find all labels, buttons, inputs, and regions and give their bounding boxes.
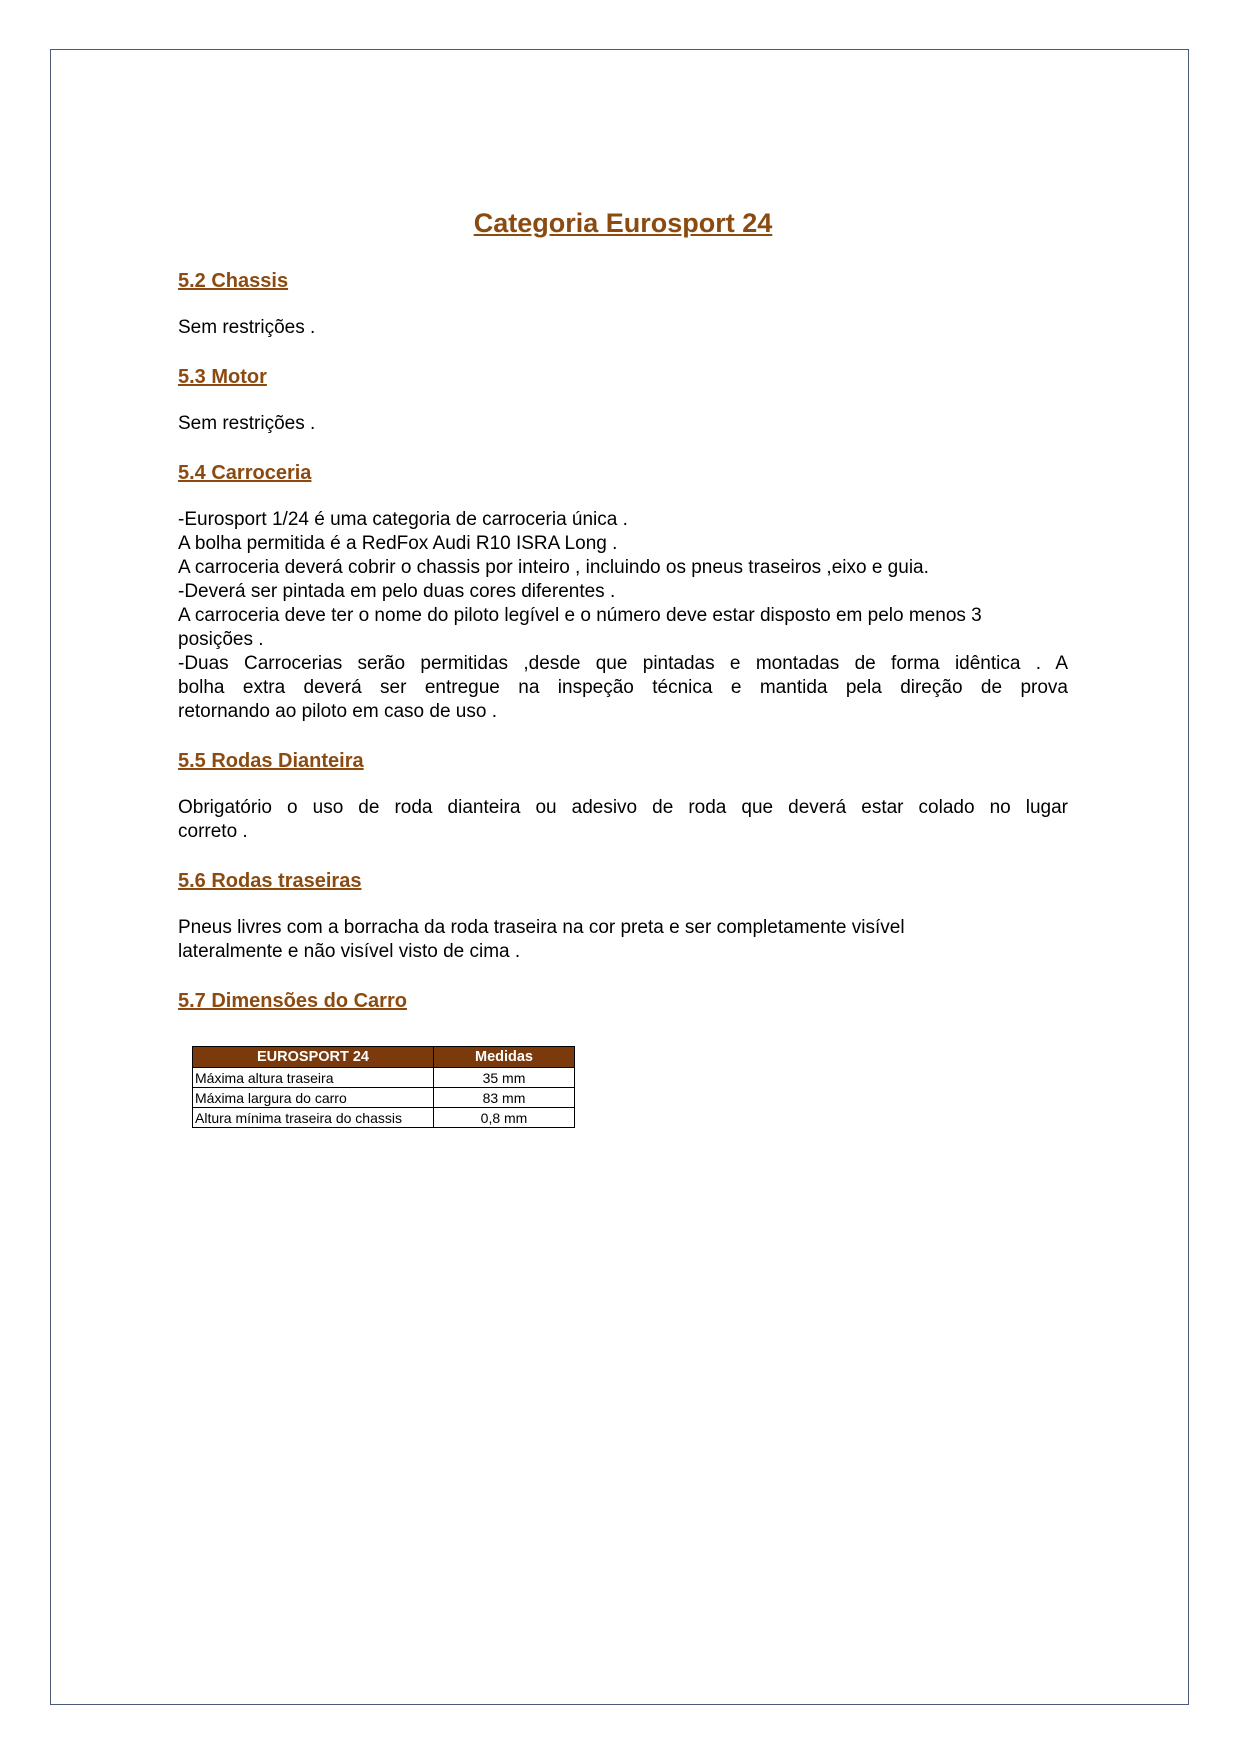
section-heading-motor: 5.3 Motor <box>178 366 267 388</box>
section-text-chassis: Sem restrições . <box>178 317 316 338</box>
section-text-motor: Sem restrições . <box>178 413 316 434</box>
page-title: Categoria Eurosport 24 <box>473 208 773 238</box>
table-row <box>193 1088 575 1108</box>
text-line: retornando ao piloto em caso de uso . <box>178 701 497 722</box>
dimensions-table <box>192 1046 575 1128</box>
text-line: A bolha permitida é a RedFox Audi R10 ISRA Long . <box>178 533 618 554</box>
section-text-rodas-dianteira <box>178 796 1068 844</box>
text-line: A carroceria deverá cobrir o chassis por inteiro , incluindo os pneus traseiros ,eixo e guia. <box>178 557 929 578</box>
table-row <box>193 1068 575 1088</box>
section-heading-rodas-traseiras: 5.6 Rodas traseiras <box>178 870 362 892</box>
table-cell-value: 0,8 mm <box>434 1108 575 1128</box>
table-header-category: EUROSPORT 24 <box>193 1047 434 1068</box>
table-cell-value: 83 mm <box>434 1088 575 1108</box>
text-line: lateralmente e não visível visto de cima . <box>178 941 521 962</box>
text-line: Obrigatório o uso de roda dianteira ou adesivo de roda que deverá estar colado no lugar <box>178 797 1068 818</box>
table-header-row <box>193 1047 575 1068</box>
section-text-rodas-traseiras <box>178 916 1068 964</box>
section-heading-carroceria: 5.4 Carroceria <box>178 462 312 484</box>
table-cell-value: 35 mm <box>434 1068 575 1088</box>
document-body <box>178 205 1068 1128</box>
table-header-medidas: Medidas <box>434 1047 575 1068</box>
text-line: posições . <box>178 629 264 650</box>
text-line: A carroceria deve ter o nome do piloto legível e o número deve estar disposto em pelo menos 3 <box>178 605 982 626</box>
text-line: -Eurosport 1/24 é uma categoria de carroceria única . <box>178 509 628 530</box>
text-line: bolha extra deverá ser entregue na inspeção técnica e mantida pela direção de prova <box>178 677 1068 698</box>
table-row <box>193 1108 575 1128</box>
text-line: -Deverá ser pintada em pelo duas cores diferentes . <box>178 581 616 602</box>
text-line: -Duas Carrocerias serão permitidas ,desde que pintadas e montadas de forma idêntica . A <box>178 653 1068 674</box>
section-heading-rodas-dianteira: 5.5 Rodas Dianteira <box>178 750 364 772</box>
table-cell-label: Máxima largura do carro <box>193 1088 434 1108</box>
section-heading-dimensoes: 5.7 Dimensões do Carro <box>178 990 407 1012</box>
table-cell-label: Altura mínima traseira do chassis <box>193 1108 434 1128</box>
table-cell-label: Máxima altura traseira <box>193 1068 434 1088</box>
section-text-carroceria <box>178 508 1068 724</box>
section-heading-chassis: 5.2 Chassis <box>178 270 289 292</box>
text-line: Pneus livres com a borracha da roda traseira na cor preta e ser completamente visível <box>178 917 905 938</box>
text-line: correto . <box>178 821 248 842</box>
